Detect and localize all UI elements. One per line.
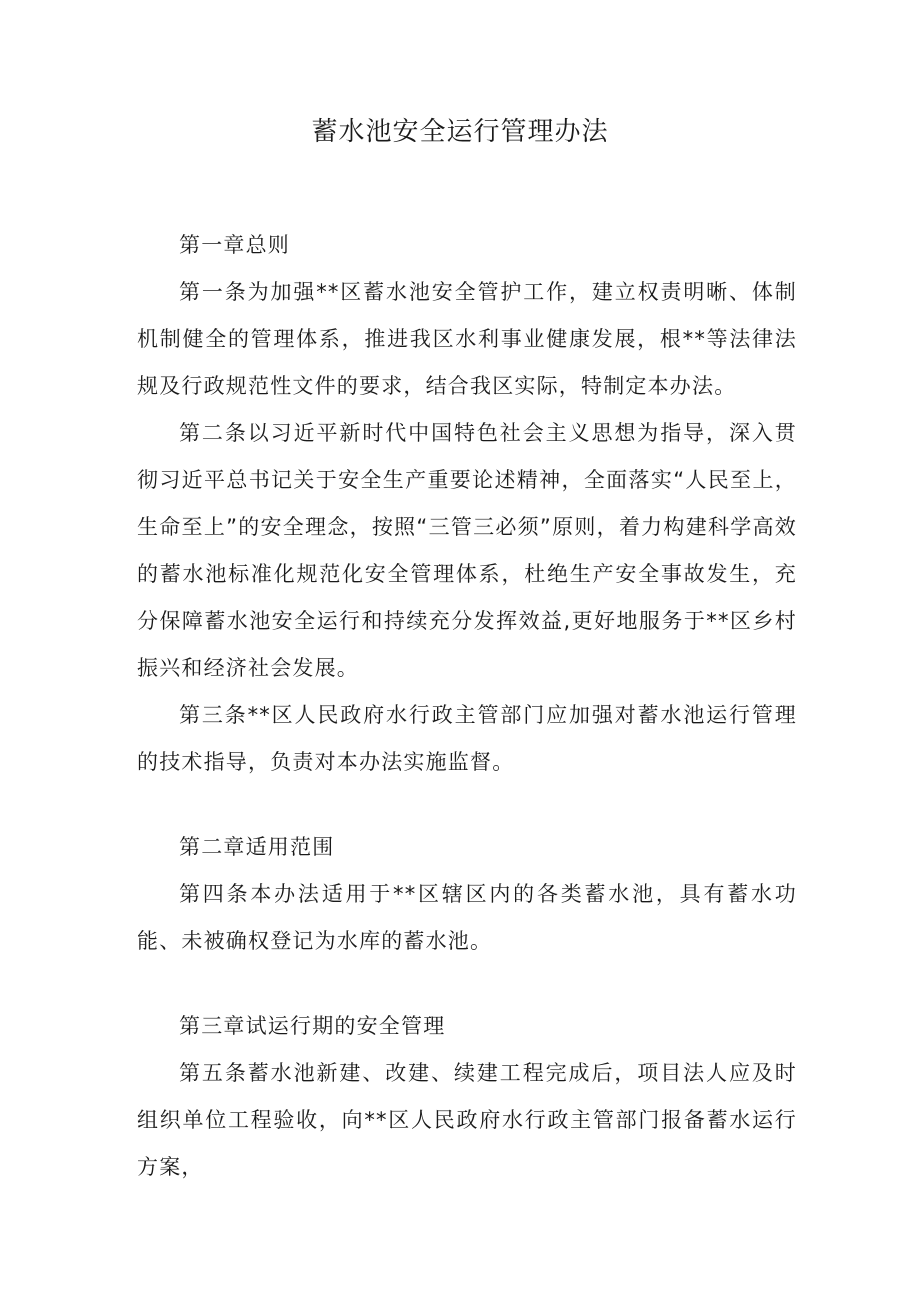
chapter-heading: 第二章适用范围 [179,835,335,859]
article-paragraph: 第四条本办法适用于**区辖区内的各类蓄水池，具有蓄水功能、未被确权登记为水库的蓄水池。 [137,882,797,953]
document-title: 蓄水池安全运行管理办法 [311,117,609,147]
chapter-heading: 第三章试运行期的安全管理 [179,1014,446,1038]
article-paragraph: 第三条**区人民政府水行政主管部门应加强对蓄水池运行管理的技术指导，负责对本办法实施监督。 [137,703,797,774]
section-gap [137,786,797,824]
section-gap [137,965,797,1003]
article-paragraph: 第五条蓄水池新建、改建、续建工程完成后，项目法人应及时组织单位工程验收，向**区人民政府水行政主管部门报备蓄水运行方案， [137,1061,797,1179]
document-body [137,222,797,1191]
article-paragraph: 第二条以习近平新时代中国特色社会主义思想为指导，深入贯彻习近平总书记关于安全生产重要论述精神，全面落实“人民至上，生命至上”的安全理念，按照“三管三必须”原则，着力构建科学高效的蓄水池标准化规范化安全管理体系，杜绝生产安全事故发生，充分保障蓄水池安全运行和持续充分发挥效益,更好地服务于**区乡村振兴和经济社会发展。 [137,421,797,680]
article-paragraph: 第一条为加强**区蓄水池安全管护工作，建立权责明晰、体制机制健全的管理体系，推进我区水利事业健康发展，根**等法律法规及行政规范性文件的要求，结合我区实际，特制定本办法。 [137,280,797,398]
chapter-heading: 第一章总则 [179,233,290,257]
